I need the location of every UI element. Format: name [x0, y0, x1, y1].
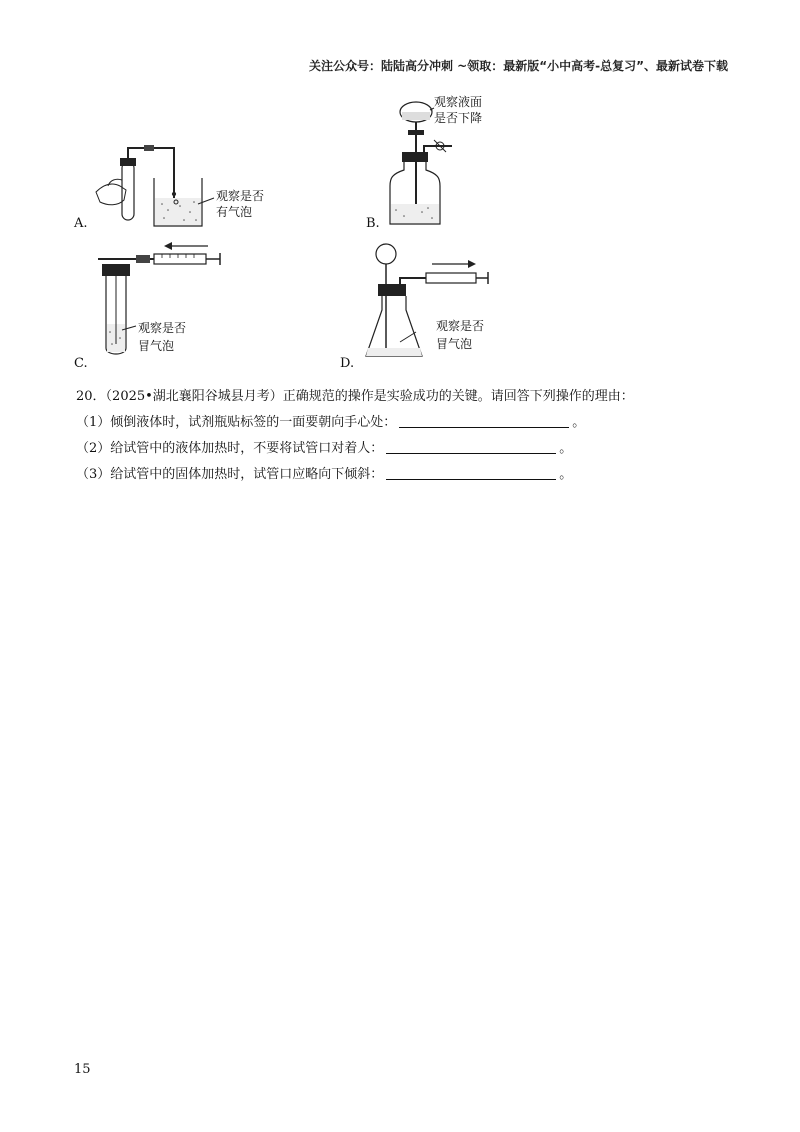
- figure-a-note-line2: 有气泡: [216, 205, 253, 219]
- figure-c: [96, 240, 236, 360]
- question-20-item-2: [76, 436, 634, 462]
- figure-a-note-line1: 观察是否: [216, 189, 265, 203]
- item-3-prefix: （3）给试管中的固体加热时，试管口应略向下倾斜：: [76, 467, 384, 482]
- figure-d-drawing: [362, 238, 502, 364]
- option-b-label: B.: [366, 216, 380, 231]
- item-1-prefix: （1）倾倒液体时，试剂瓶贴标签的一面要朝向手心处：: [76, 415, 397, 430]
- item-2-suffix: 。: [559, 441, 573, 456]
- item-1-suffix: 。: [572, 415, 586, 430]
- page-header: 关注公众号：陆陆高分冲刺 ~领取：最新版“小中高考-总复习”、最新试卷下载: [309, 59, 728, 73]
- page-number: 15: [74, 1062, 91, 1077]
- answer-blank-1[interactable]: [399, 413, 569, 428]
- question-20-item-1: [76, 410, 634, 436]
- figure-c-note-line2: 冒气泡: [138, 339, 175, 353]
- figure-a-drawing: [94, 140, 274, 232]
- option-c-label: C.: [74, 356, 88, 371]
- item-3-suffix: 。: [559, 467, 573, 482]
- figure-c-drawing: [96, 240, 236, 360]
- answer-blank-3[interactable]: [386, 465, 556, 480]
- figure-c-note-line1: 观察是否: [138, 321, 187, 335]
- figure-a: [94, 140, 274, 232]
- figure-b-drawing: [382, 92, 522, 232]
- figure-b-note-line2: 是否下降: [434, 111, 483, 125]
- figure-b-note-line1: 观察液面: [434, 95, 483, 109]
- option-d-label: D.: [340, 356, 355, 371]
- figure-b: [382, 92, 522, 232]
- figure-d-note-line2: 冒气泡: [436, 337, 473, 351]
- option-a-label: A.: [74, 216, 88, 231]
- question-20: [76, 384, 634, 488]
- question-20-stem: 20．（2025•湖北襄阳谷城县月考）正确规范的操作是实验成功的关键。请回答下列操作的理由：: [76, 389, 634, 404]
- question-20-item-3: [76, 462, 634, 488]
- figure-d-note-line1: 观察是否: [436, 319, 485, 333]
- figure-d: [362, 238, 502, 364]
- answer-blank-2[interactable]: [386, 439, 556, 454]
- item-2-prefix: （2）给试管中的液体加热时，不要将试管口对着人：: [76, 441, 384, 456]
